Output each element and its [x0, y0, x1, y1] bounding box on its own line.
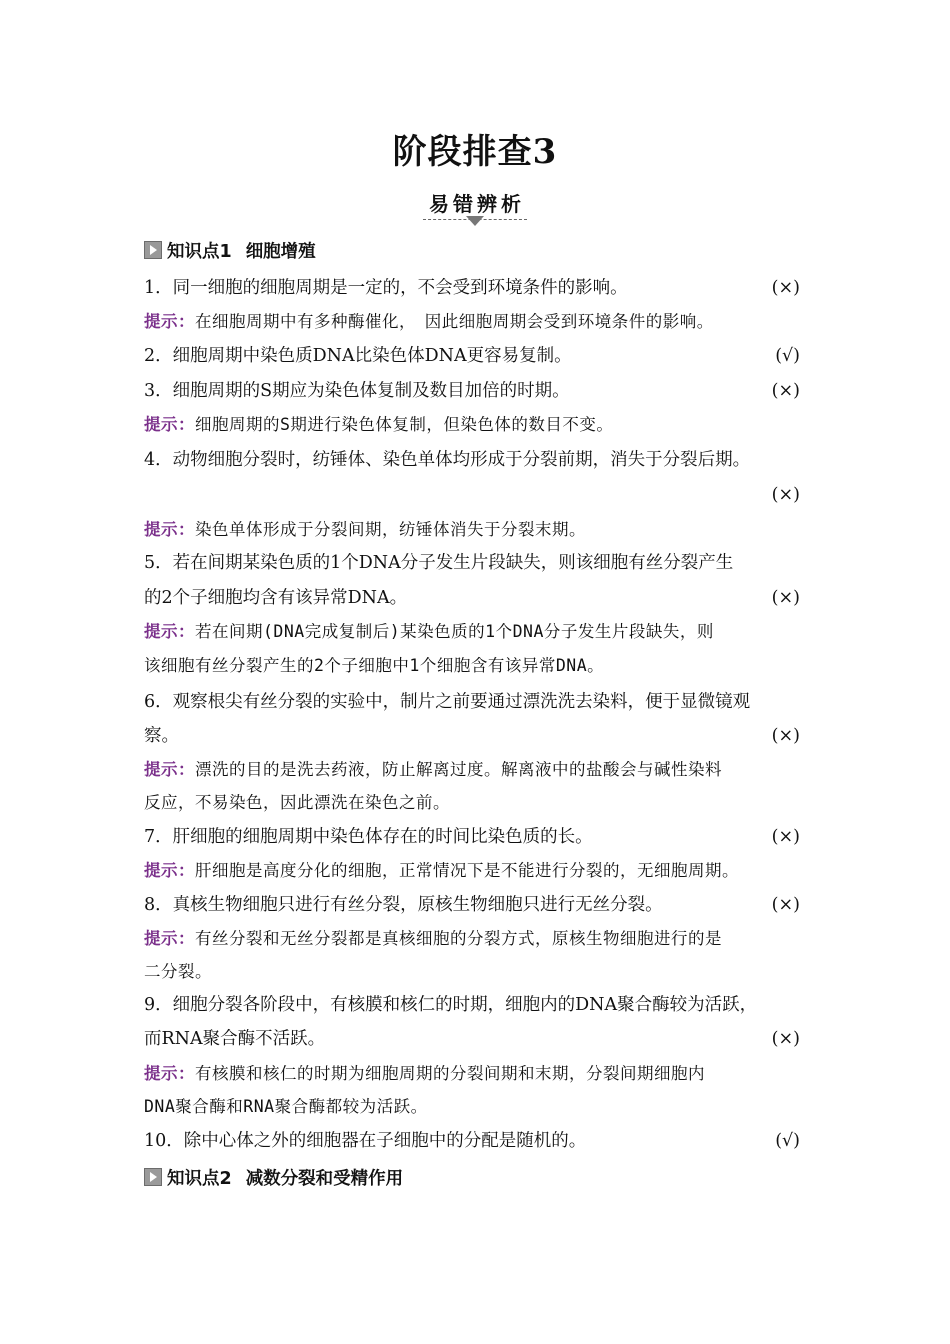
question-text: 10．除中心体之外的细胞器在子细胞中的分配是随机的。 [144, 1131, 587, 1151]
section-label: 知识点2 [167, 1169, 232, 1189]
caret-down-icon [466, 216, 484, 226]
answer-mark: (×) [771, 588, 800, 608]
hint-text: 有丝分裂和无丝分裂都是真核细胞的分裂方式，原核生物细胞进行的是 [195, 929, 722, 948]
hint-text: DNA聚合酶和RNA聚合酶都较为活跃。 [144, 1097, 428, 1116]
question-text: 8．真核生物细胞只进行有丝分裂，原核生物细胞只进行无丝分裂。 [144, 895, 663, 915]
hint-label: 提示： [144, 415, 195, 434]
question-8 [144, 888, 806, 922]
play-icon [144, 241, 162, 259]
hint-text: 反应，不易染色，因此漂洗在染色之前。 [144, 793, 450, 812]
answer-mark: (×) [771, 827, 800, 847]
section-heading-1 [144, 238, 316, 263]
hint-5 [144, 615, 806, 649]
question-6 [144, 685, 806, 719]
answer-mark: (×) [771, 381, 800, 401]
hint-text: 细胞周期的S期进行染色体复制，但染色体的数目不变。 [195, 415, 614, 434]
hint-6-line-2 [144, 786, 806, 820]
hint-6 [144, 753, 806, 787]
hint-text: 若在间期(DNA完成复制后)某染色质的1个DNA分子发生片段缺失，则 [195, 622, 714, 641]
question-text: 3．细胞周期的S期应为染色体复制及数目加倍的时期。 [144, 381, 570, 401]
hint-3 [144, 408, 806, 442]
question-text: 2．细胞周期中染色质DNA比染色体DNA更容易复制。 [144, 346, 572, 366]
hint-label: 提示： [144, 312, 195, 331]
hint-4 [144, 513, 806, 547]
section-label: 知识点1 [167, 242, 232, 262]
question-text: 7．肝细胞的细胞周期中染色体存在的时间比染色质的长。 [144, 827, 593, 847]
question-7 [144, 820, 806, 854]
question-3 [144, 374, 806, 408]
hint-text: 有核膜和核仁的时期为细胞周期的分裂间期和末期，分裂间期细胞内 [195, 1064, 705, 1083]
section-heading-2 [144, 1165, 403, 1190]
question-text: 察。 [144, 726, 179, 746]
question-6-line-2 [144, 719, 806, 753]
hint-9 [144, 1057, 806, 1091]
question-text: 5．若在间期某染色质的1个DNA分子发生片段缺失，则该细胞有丝分裂产生 [144, 553, 734, 573]
hint-label: 提示： [144, 1064, 195, 1083]
answer-mark: (×) [771, 895, 800, 915]
question-text: 而RNA聚合酶不活跃。 [144, 1029, 326, 1049]
hint-text: 该细胞有丝分裂产生的2个子细胞中1个细胞含有该异常DNA。 [144, 656, 605, 675]
answer-mark: (×) [771, 726, 800, 746]
play-icon [144, 1168, 162, 1186]
question-9-line-2 [144, 1022, 806, 1056]
question-9 [144, 988, 806, 1022]
hint-text: 肝细胞是高度分化的细胞，正常情况下是不能进行分裂的，无细胞周期。 [195, 861, 739, 880]
question-text: 4．动物细胞分裂时，纺锤体、染色单体均形成于分裂前期，消失于分裂后期。 [144, 450, 751, 470]
hint-label: 提示： [144, 760, 195, 779]
question-text: 6．观察根尖有丝分裂的实验中，制片之前要通过漂洗洗去染料，便于显微镜观 [144, 692, 751, 712]
hint-8-line-2 [144, 955, 806, 989]
answer-mark: (√) [775, 346, 800, 366]
hint-1 [144, 305, 806, 339]
hint-label: 提示： [144, 929, 195, 948]
hint-label: 提示： [144, 861, 195, 880]
hint-label: 提示： [144, 520, 195, 539]
question-5 [144, 546, 806, 580]
hint-9-line-2 [144, 1090, 806, 1124]
question-text: 1．同一细胞的细胞周期是一定的，不会受到环境条件的影响。 [144, 278, 628, 298]
hint-text: 漂洗的目的是洗去药液，防止解离过度。解离液中的盐酸会与碱性染料 [195, 760, 722, 779]
section-subtitle: 易错辨析 [423, 188, 527, 220]
section-title: 减数分裂和受精作用 [245, 1169, 404, 1189]
question-4 [144, 443, 806, 477]
answer-mark: (×) [771, 278, 800, 298]
hint-label: 提示： [144, 622, 195, 641]
question-2 [144, 339, 806, 373]
page-title: 阶段排查3 [392, 132, 558, 172]
hint-5-line-2 [144, 649, 806, 683]
hint-7 [144, 854, 806, 888]
answer-mark: (×) [771, 1029, 800, 1049]
answer-mark: (×) [771, 485, 800, 505]
question-1 [144, 271, 806, 305]
question-text: 的2个子细胞均含有该异常DNA。 [144, 588, 408, 608]
question-5-line-2 [144, 581, 806, 615]
hint-text: 在细胞周期中有多种酶催化， 因此细胞周期会受到环境条件的影响。 [195, 312, 714, 331]
hint-8 [144, 922, 806, 956]
section-title: 细胞增殖 [245, 242, 316, 262]
hint-text: 二分裂。 [144, 962, 212, 981]
hint-text: 染色单体形成于分裂间期，纺锤体消失于分裂末期。 [195, 520, 586, 539]
question-text: 9．细胞分裂各阶段中，有核膜和核仁的时期，细胞内的DNA聚合酶较为活跃， [144, 995, 758, 1015]
answer-mark: (√) [775, 1131, 800, 1151]
question-10 [144, 1124, 806, 1158]
